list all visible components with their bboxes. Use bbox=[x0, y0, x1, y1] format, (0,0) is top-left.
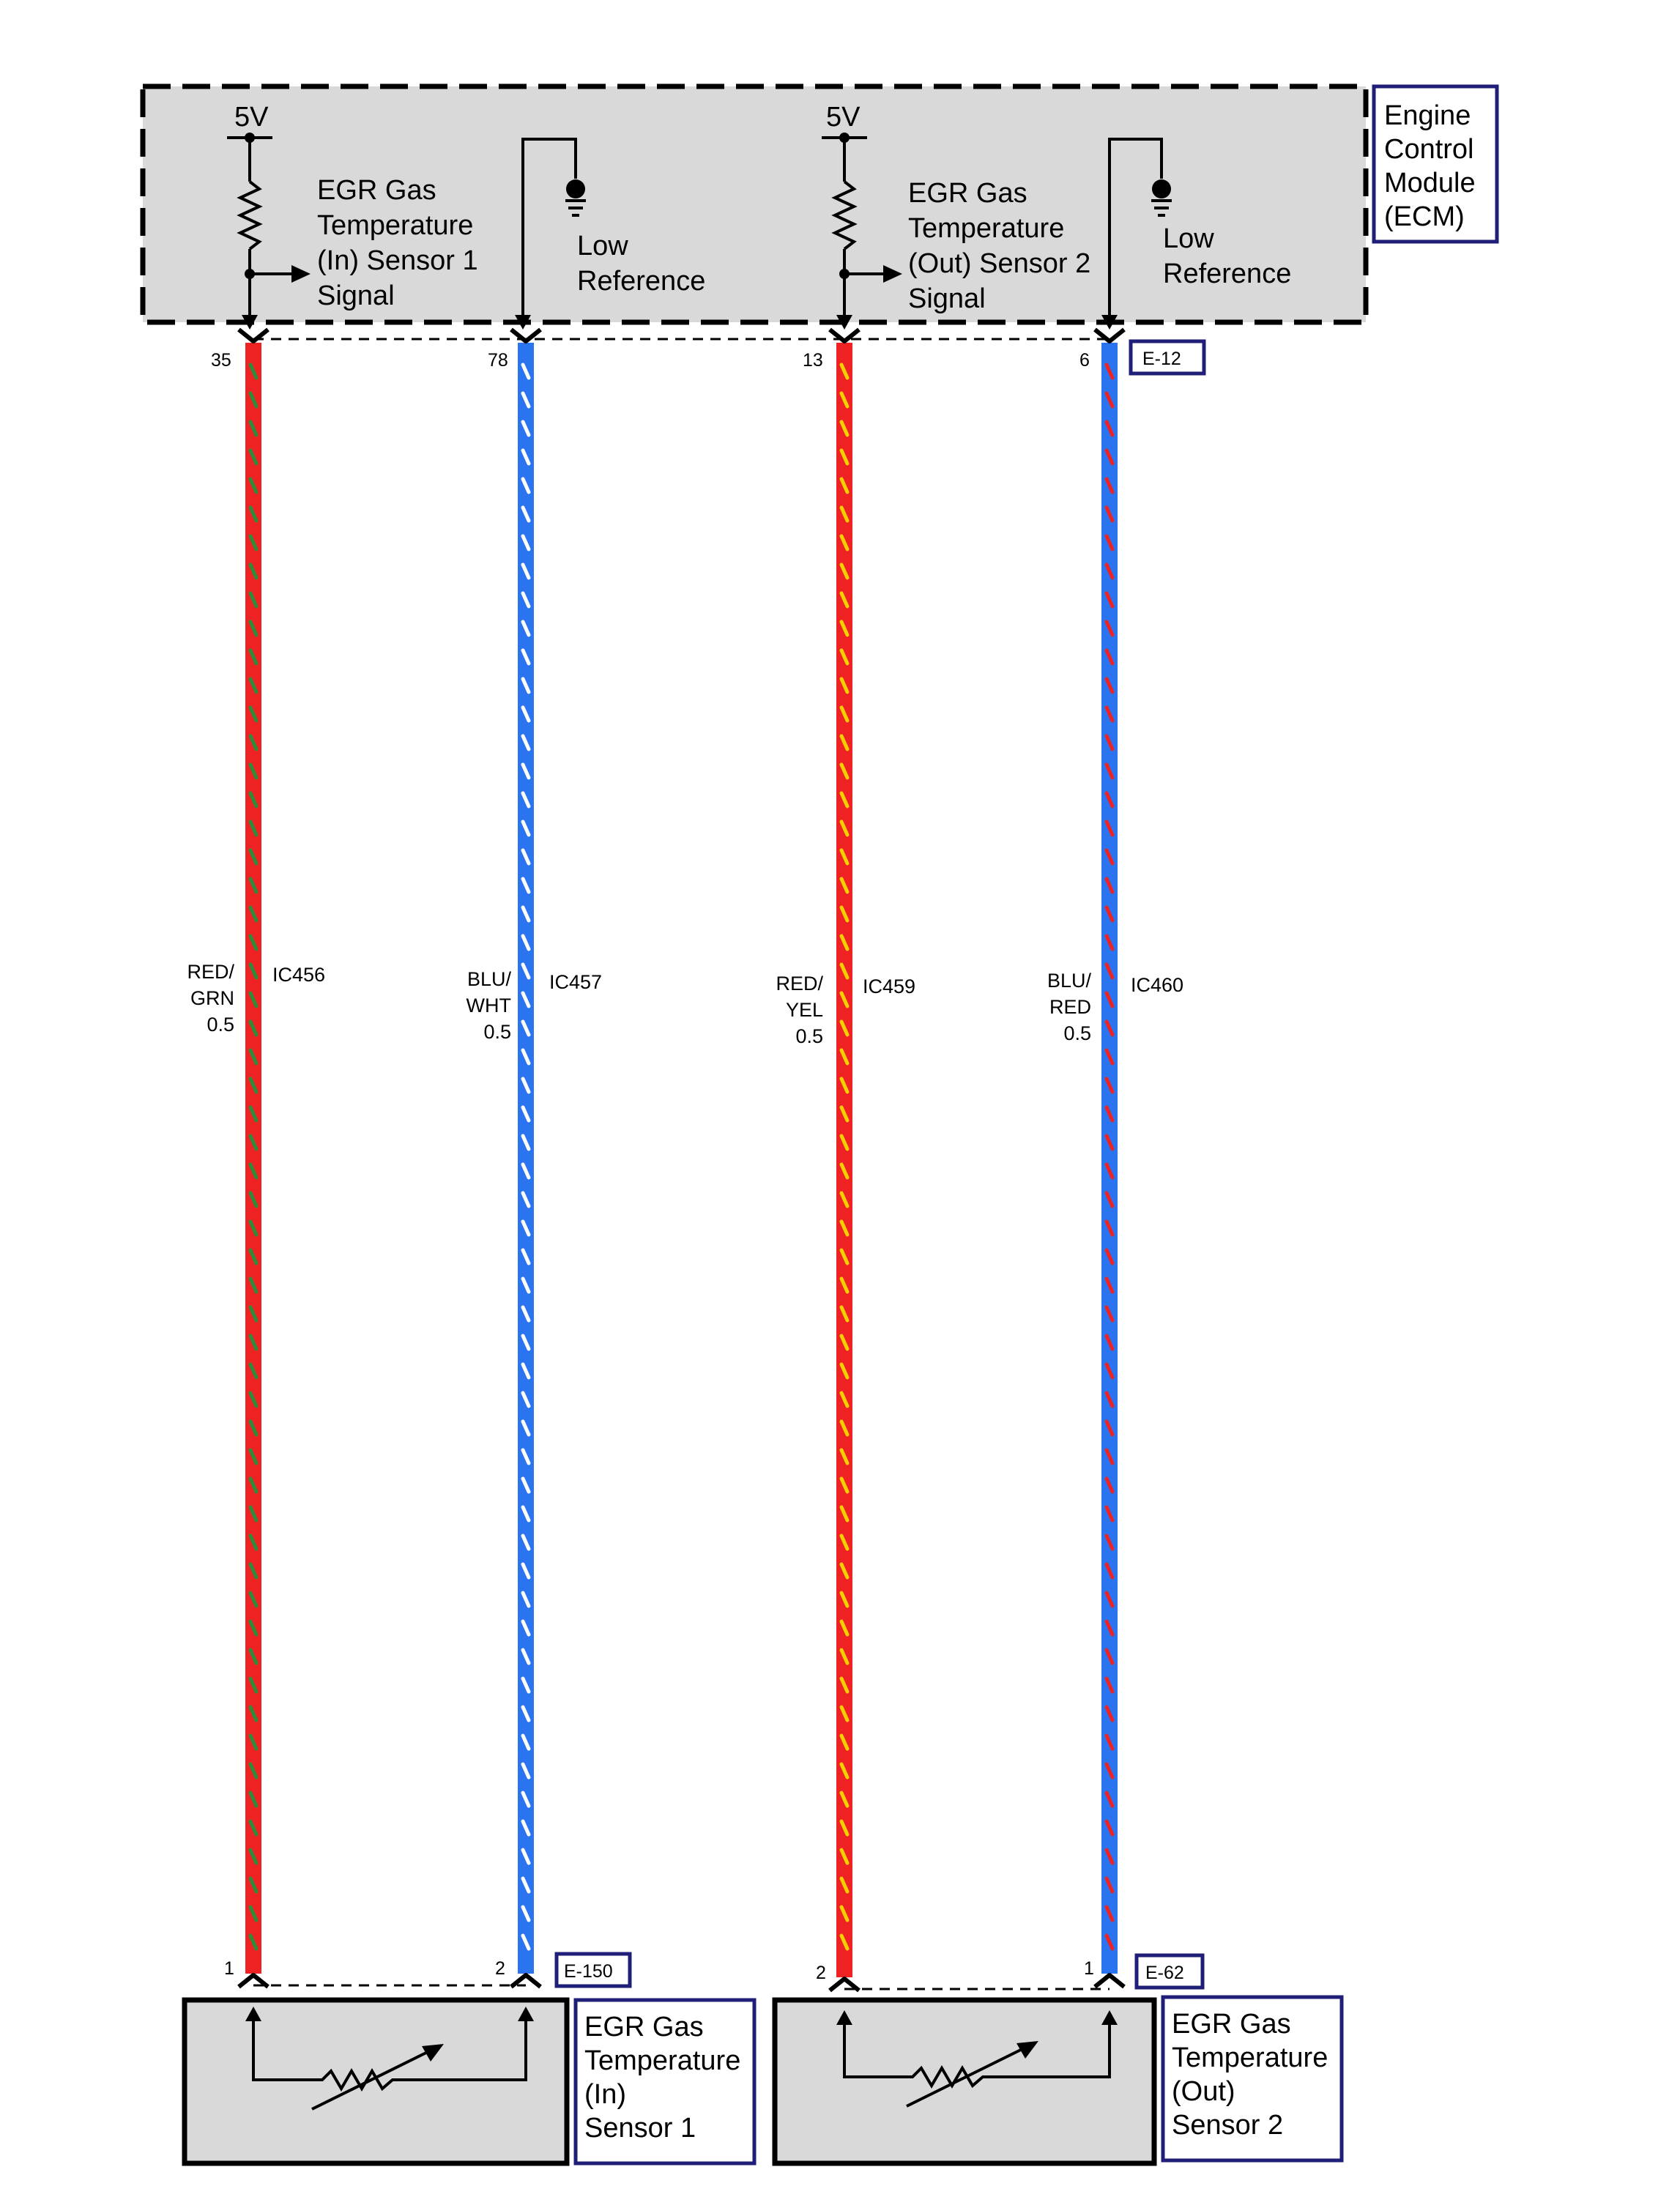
signal-node bbox=[839, 269, 850, 279]
pin-number: 1 bbox=[224, 1958, 234, 1979]
connector-terminal bbox=[1095, 1975, 1124, 1987]
svg-text:E-12: E-12 bbox=[1142, 349, 1181, 369]
svg-text:EGR Gas: EGR Gas bbox=[1172, 2009, 1291, 2040]
low-reference-label: Reference bbox=[577, 266, 706, 297]
svg-text:E-150: E-150 bbox=[564, 1961, 613, 1982]
supply-node bbox=[245, 133, 255, 143]
wire-color-label: BLU/ bbox=[467, 968, 511, 990]
wire-color-label: YEL bbox=[785, 999, 823, 1021]
wire-circuit-label: IC457 bbox=[549, 971, 603, 993]
svg-text:EGR Gas: EGR Gas bbox=[584, 2012, 704, 2042]
wire-circuit-label: IC460 bbox=[1131, 974, 1184, 996]
wire-ic459 bbox=[830, 330, 859, 1990]
wire-ic460 bbox=[1095, 330, 1124, 1987]
pin-number: 2 bbox=[816, 1963, 826, 1983]
sensor1-signal-label: EGR Gas bbox=[317, 175, 436, 206]
wire-color-label: RED/ bbox=[187, 961, 234, 983]
svg-text:E-62: E-62 bbox=[1145, 1963, 1184, 1983]
low-reference-label: Reference bbox=[1163, 259, 1292, 289]
wire-color-label: 0.5 bbox=[207, 1014, 234, 1036]
pin-number: 35 bbox=[211, 350, 231, 371]
ecm-title-line: Module bbox=[1384, 168, 1476, 198]
sensor1-connector-tag bbox=[557, 1954, 630, 1986]
svg-text:Temperature: Temperature bbox=[584, 2045, 741, 2076]
wire-color-label: 0.5 bbox=[1063, 1022, 1091, 1044]
wire-color-label: 0.5 bbox=[795, 1025, 823, 1047]
pin-number: 78 bbox=[488, 350, 508, 371]
pin-number: 6 bbox=[1079, 350, 1090, 371]
sensor1-name-tag bbox=[576, 2000, 754, 2163]
wire-color-label: WHT bbox=[466, 995, 511, 1016]
supply-node bbox=[839, 133, 850, 143]
low-reference-label: Low bbox=[577, 231, 628, 261]
wire-color-label: RED/ bbox=[776, 973, 823, 995]
sensor2-connector-tag bbox=[1137, 1955, 1203, 1988]
sensor2-signal-label: (Out) Sensor 2 bbox=[908, 248, 1091, 279]
wire-base bbox=[518, 343, 534, 1974]
sensor2-box bbox=[775, 2000, 1154, 2163]
wire-color-label: GRN bbox=[190, 987, 234, 1009]
wire-circuit-label: IC459 bbox=[863, 975, 916, 997]
sensor1-signal-label: (In) Sensor 1 bbox=[317, 245, 478, 276]
svg-text:(In): (In) bbox=[584, 2079, 626, 2110]
pin-number: 1 bbox=[1084, 1958, 1094, 1979]
wire-color-label: 0.5 bbox=[483, 1021, 511, 1043]
pin-number: 2 bbox=[495, 1958, 505, 1979]
wire-base bbox=[245, 343, 261, 1974]
supply-5v-label: 5V bbox=[234, 102, 269, 133]
sensor1-box bbox=[185, 2000, 567, 2163]
sensor2-name-tag bbox=[1163, 1997, 1342, 2160]
sensor2-signal-label: Temperature bbox=[908, 213, 1065, 244]
svg-text:Sensor 1: Sensor 1 bbox=[584, 2113, 696, 2144]
ground-icon bbox=[566, 179, 585, 198]
low-reference-label: Low bbox=[1163, 223, 1214, 254]
svg-text:Temperature: Temperature bbox=[1172, 2042, 1328, 2073]
wire-ic457 bbox=[511, 330, 540, 1987]
wire-color-label: BLU/ bbox=[1047, 970, 1091, 992]
ecm-title-line: Engine bbox=[1384, 100, 1471, 131]
sensor2-signal-label: Signal bbox=[908, 283, 986, 314]
wire-base bbox=[836, 343, 852, 1977]
supply-5v-label: 5V bbox=[826, 102, 861, 133]
sensor1-signal-label: Temperature bbox=[317, 210, 474, 241]
ecm-title-tag bbox=[1374, 86, 1497, 242]
signal-node bbox=[245, 269, 255, 279]
ecm-title-line: (ECM) bbox=[1384, 201, 1465, 232]
pin-number: 13 bbox=[803, 350, 823, 371]
ecm-connector-tag bbox=[1131, 341, 1204, 373]
wire-base bbox=[1101, 343, 1118, 1974]
sensor1-signal-label: Signal bbox=[317, 280, 395, 311]
svg-text:(Out): (Out) bbox=[1172, 2076, 1235, 2107]
wire-color-label: RED bbox=[1049, 996, 1091, 1018]
wire-ic456 bbox=[239, 330, 268, 1987]
svg-text:Sensor 2: Sensor 2 bbox=[1172, 2110, 1284, 2141]
wires-layer bbox=[239, 330, 1124, 1990]
wire-circuit-label: IC456 bbox=[272, 964, 326, 986]
sensor2-signal-label: EGR Gas bbox=[908, 178, 1027, 209]
ecm-title-line: Control bbox=[1384, 134, 1474, 165]
ground-icon bbox=[1152, 179, 1171, 198]
